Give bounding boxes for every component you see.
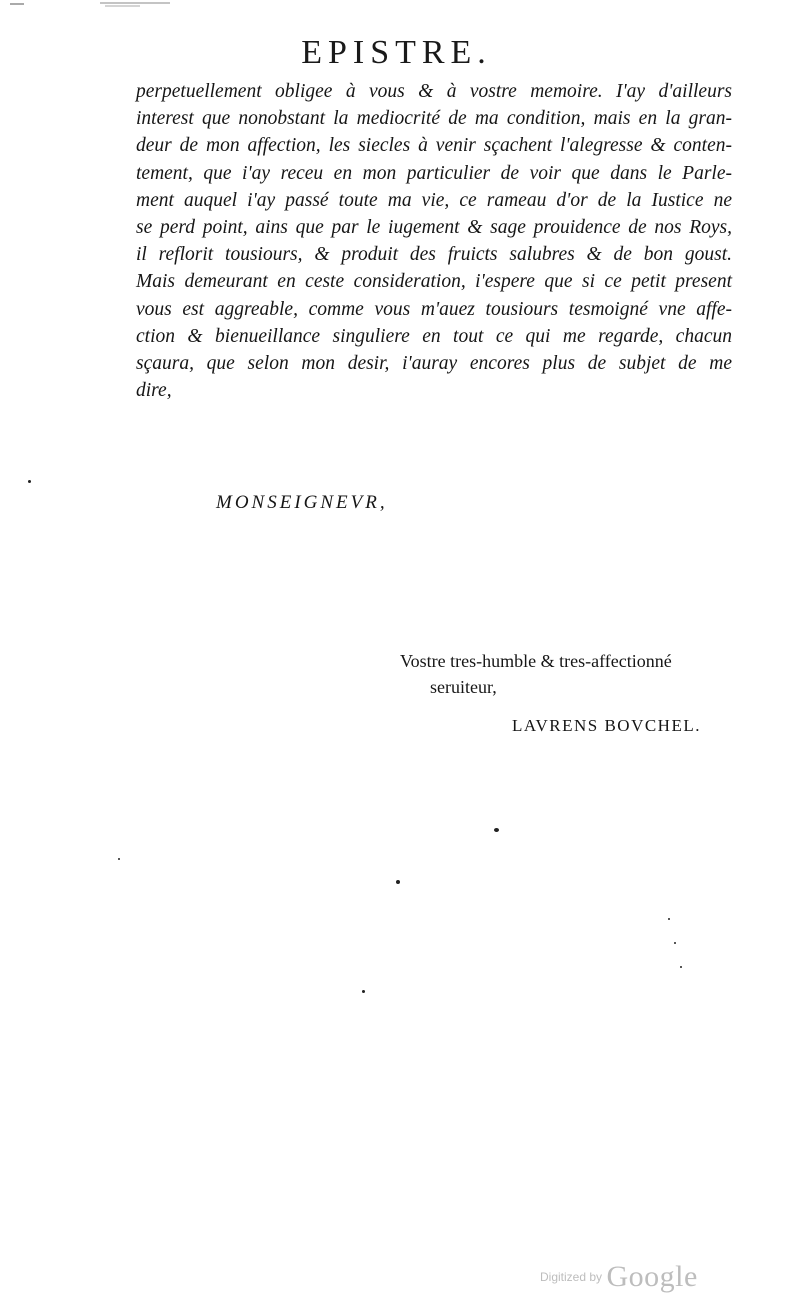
scan-edge-mark (0, 0, 793, 14)
body-line: se perd point, ains que par le iugement & sage prouidence de nos Roys, (136, 217, 732, 239)
signature: LAVRENS BOVCHEL. (512, 716, 701, 735)
scan-speck (28, 480, 31, 483)
scan-speck (674, 942, 676, 944)
body-line: vous est aggreable, comme vous m'auez tousiours tesmoigné vne affe- (136, 298, 732, 320)
scan-speck (118, 858, 120, 860)
scan-speck (668, 918, 670, 920)
body-line: Mais demeurant en ceste consideration, i'espere que si ce petit present (136, 271, 732, 293)
page-title: EPISTRE. (301, 34, 492, 71)
watermark-brand: Google (606, 1260, 698, 1293)
body-line: deur de mon affection, les siecles à venir sçachent l'alegresse & conten- (136, 135, 732, 157)
body-line: dire, (136, 380, 172, 402)
body-line: perpetuellement obligee à vous & à vostre memoire. I'ay d'ailleurs (136, 81, 732, 102)
body-line: interest que nonobstant la mediocrité de ma condition, mais en la gran- (136, 108, 732, 130)
body-line: tement, que i'ay receu en mon particulier de voir que dans le Parle- (136, 162, 732, 184)
closing-line-2: seruiteur, (430, 677, 497, 697)
scan-speck (396, 880, 400, 884)
salutation: MONSEIGNEVR, (216, 492, 388, 513)
body-line: sçaura, que selon mon desir, i'auray encores plus de subjet de me (136, 353, 732, 375)
watermark-prefix: Digitized by (540, 1270, 603, 1284)
digitized-watermark (540, 1260, 698, 1294)
body-line: ment auquel i'ay passé toute ma vie, ce rameau d'or de la Iustice ne (136, 189, 732, 211)
scan-speck (362, 990, 365, 993)
scan-speck (494, 828, 499, 832)
body-line: il reflorit tousiours, & produit des fruicts salubres & de bon goust. (136, 244, 732, 266)
epistle-body (136, 78, 732, 404)
closing-line-1: Vostre tres-humble & tres-affectionné (400, 651, 672, 671)
closing-formula (400, 648, 672, 700)
body-line: ction & bienueillance singuliere en tout ce qui me regarde, chacun (136, 325, 732, 347)
scan-speck (680, 966, 682, 968)
